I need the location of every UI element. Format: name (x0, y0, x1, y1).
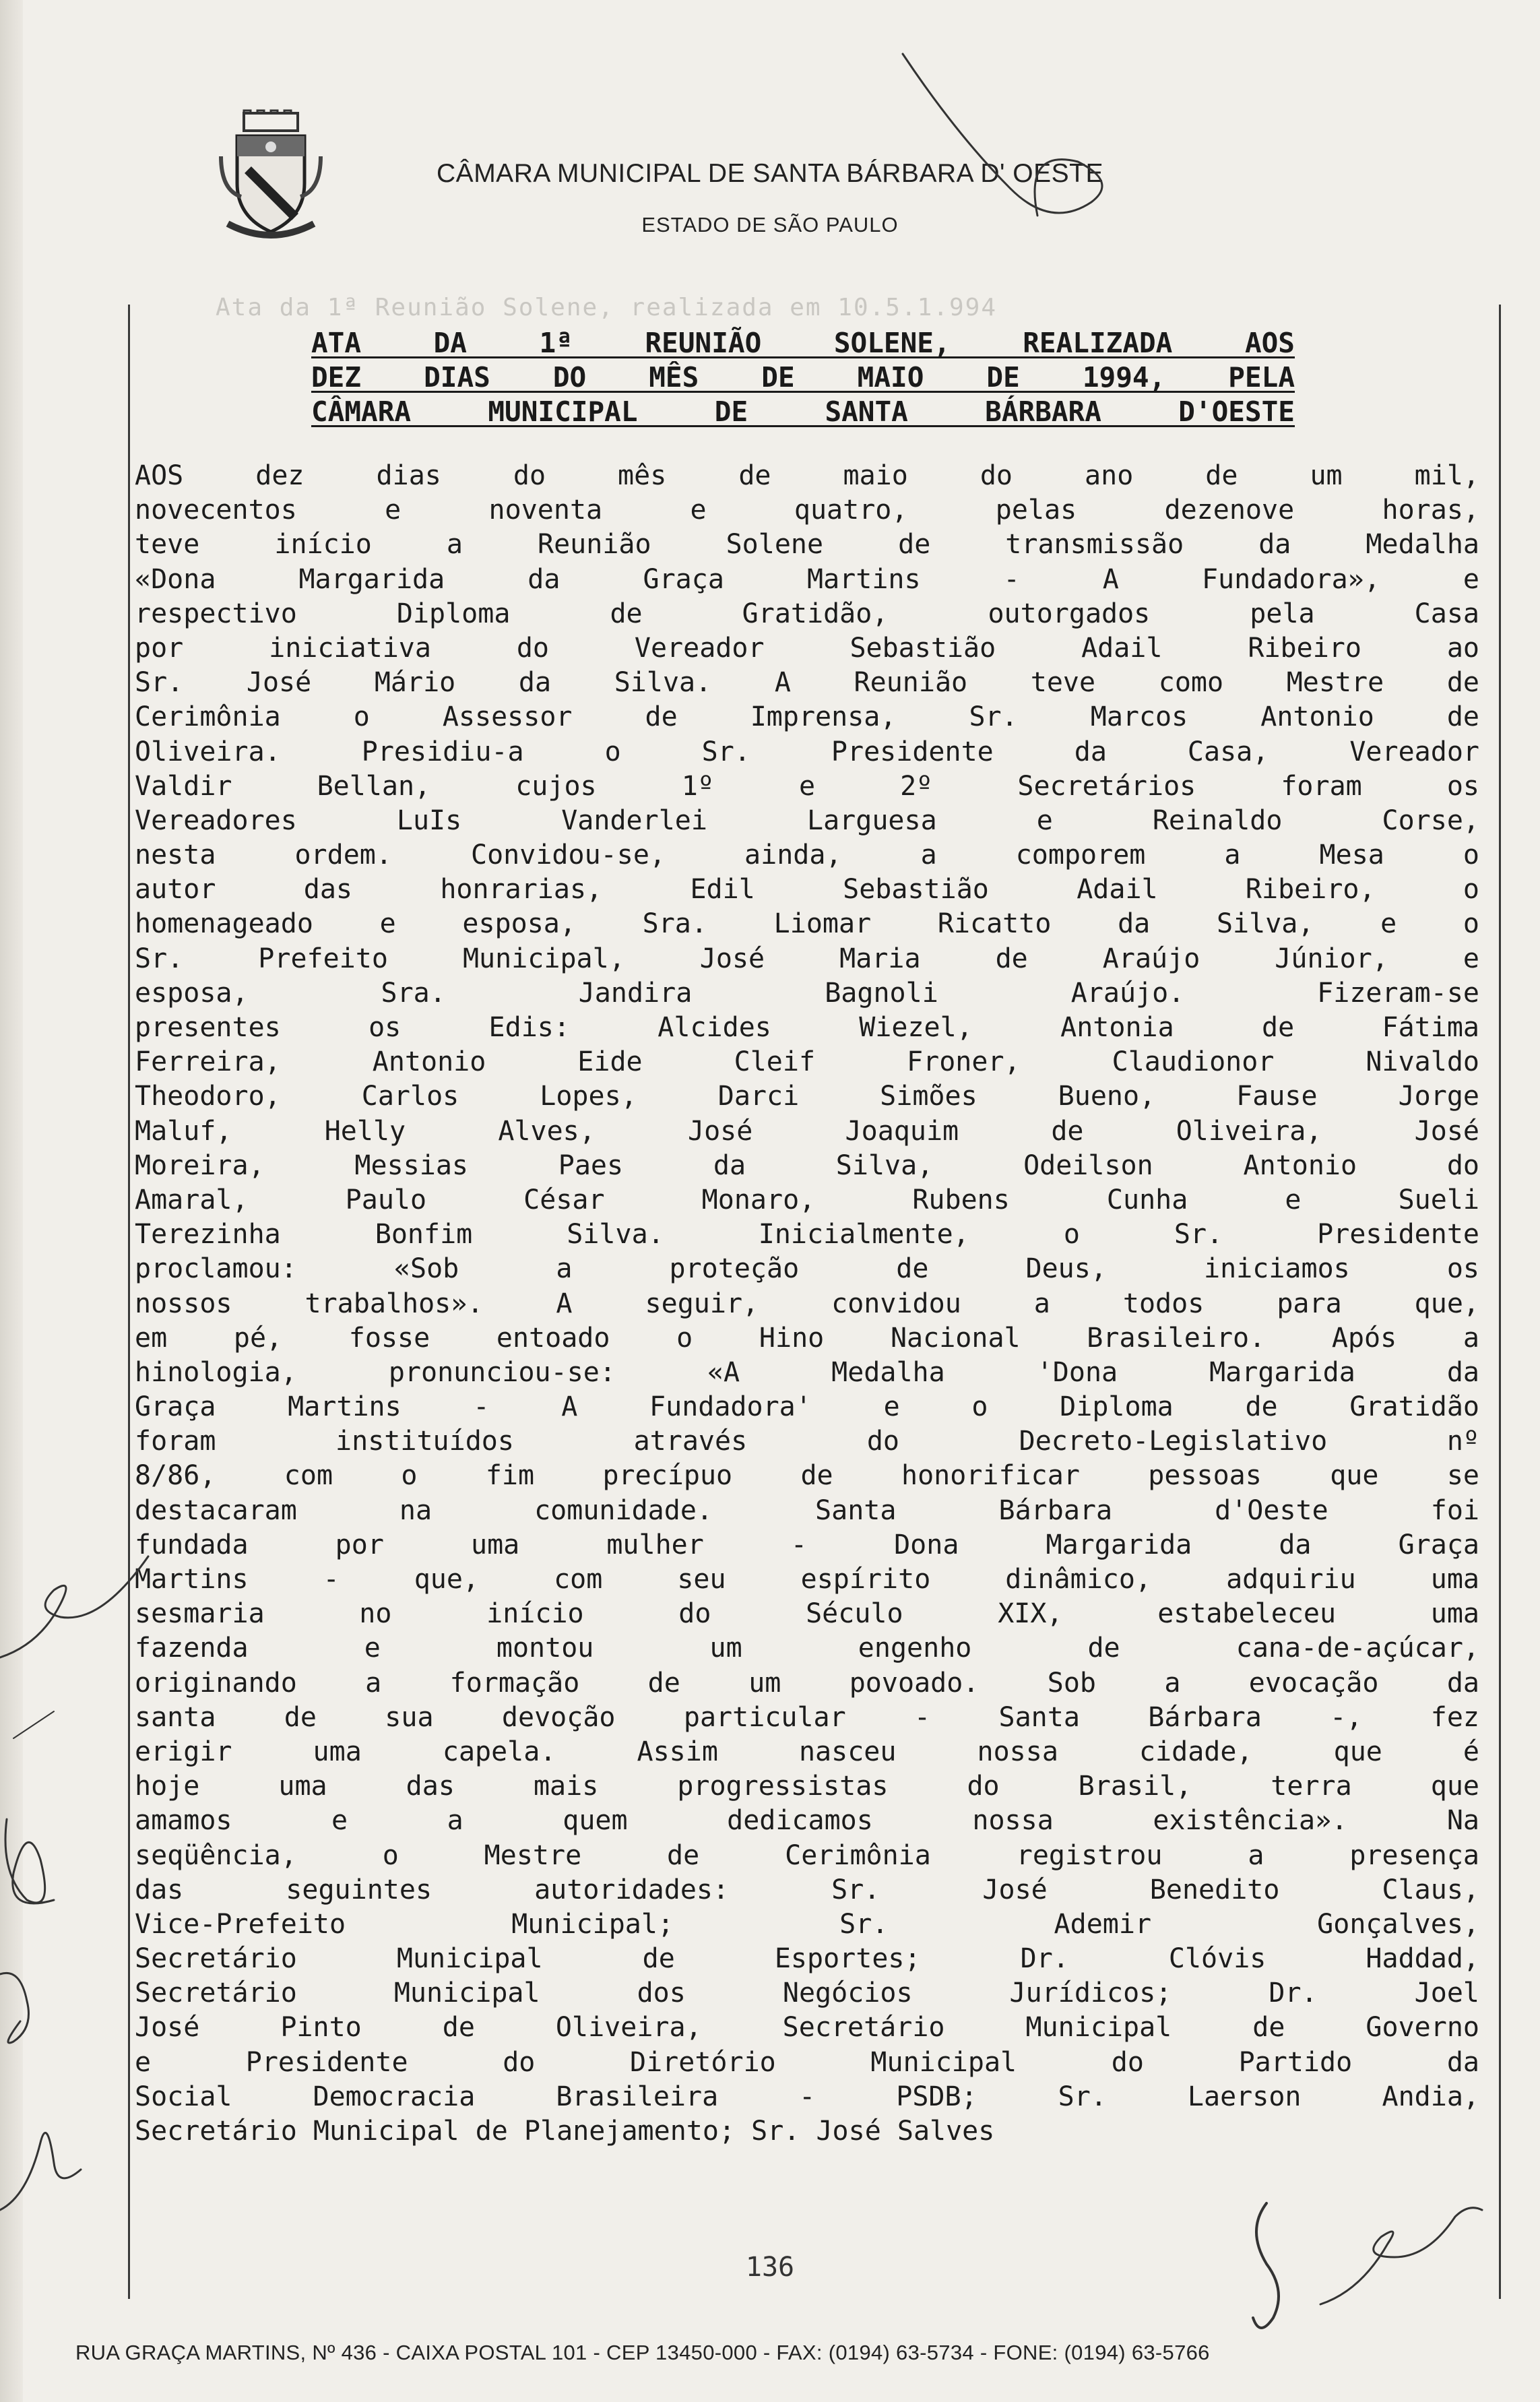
body-text-line: Sr. Prefeito Municipal, José Maria de Araújo Júnior, e (135, 943, 1479, 974)
left-margin-signatures (0, 1536, 162, 2291)
body-text-line: e Presidente do Diretório Municipal do Partido da (135, 2046, 1479, 2078)
body-text-line: hinologia, pronunciou-se: «A Medalha 'Dona Margarida da (135, 1356, 1479, 1388)
body-text-line: novecentos e noventa e quatro, pelas dezenove horas, (135, 495, 1479, 526)
body-text-line: Vereadores LuIs Vanderlei Larguesa e Reinaldo Corse, (135, 804, 1479, 836)
institution-name: CÂMARA MUNICIPAL DE SANTA BÁRBARA D' OESTE (437, 159, 1103, 188)
minute-body (135, 459, 1479, 2149)
body-text-line: foram instituídos através do Decreto-Legislativo nº (135, 1426, 1479, 1457)
body-text-line: proclamou: «Sob a proteção de Deus, iniciamos os (135, 1253, 1479, 1285)
body-text-line: Secretário Municipal dos Negócios Jurídicos; Dr. Joel (135, 1978, 1479, 2009)
minute-text (135, 326, 1479, 2149)
body-text-line: erigir uma capela. Assim nasceu nossa cidade, que é (135, 1736, 1479, 1767)
footer-address: RUA GRAÇA MARTINS, Nº 436 - CAIXA POSTAL 101 - CEP 13450-000 - FAX: (0194) 63-5734 - FONE: (0194) 63-5766 (75, 2341, 1210, 2364)
body-text-line: fundada por uma mulher - Dona Margarida da Graça (135, 1529, 1479, 1560)
body-text-line: AOS dez dias do mês de maio do ano de um mil, (135, 460, 1479, 491)
body-text-line: esposa, Sra. Jandira Bagnoli Araújo. Fizeram-se (135, 977, 1479, 1009)
body-text-line: Graça Martins - A Fundadora' e o Diploma de Gratidão (135, 1391, 1479, 1423)
body-text-line: Maluf, Helly Alves, José Joaquim de Oliveira, José (135, 1115, 1479, 1147)
body-text-line: 8/86, com o fim precípuo de honorificar pessoas que se (135, 1460, 1479, 1492)
body-text-line: das seguintes autoridades: Sr. José Benedito Claus, (135, 1874, 1479, 1905)
minute-title-line: ATA DA 1ª REUNIÃO SOLENE, REALIZADA AOS (311, 327, 1295, 359)
body-text-line: hoje uma das mais progressistas do Brasil, terra que (135, 1771, 1479, 1802)
bottom-right-signature (1233, 2190, 1516, 2351)
body-text-line: santa de sua devoção particular - Santa Bárbara -, fez (135, 1701, 1479, 1733)
body-text-line: Social Democracia Brasileira - PSDB; Sr. Laerson Andia, (135, 2081, 1479, 2112)
bleed-through-signature (876, 27, 1186, 270)
body-text-line: nesta ordem. Convidou-se, ainda, a comporem a Mesa o (135, 840, 1479, 871)
body-text-line: homenageado e esposa, Sra. Liomar Ricatto da Silva, e o (135, 908, 1479, 940)
body-text-line: amamos e a quem dedicamos nossa existência». Na (135, 1805, 1479, 1837)
body-text-line: seqüência, o Mestre de Cerimônia registrou a presença (135, 1839, 1479, 1871)
body-text-line: Oliveira. Presidiu-a o Sr. Presidente da Casa, Vereador (135, 736, 1479, 767)
institution-state: ESTADO DE SÃO PAULO (641, 213, 899, 236)
body-text-line: sesmaria no início do Século XIX, estabeleceu uma (135, 1598, 1479, 1630)
body-text-line: autor das honrarias, Edil Sebastião Adail Ribeiro, o (135, 874, 1479, 906)
minute-title-line: DEZ DIAS DO MÊS DE MAIO DE 1994, PELA (311, 361, 1295, 393)
body-text-line: originando a formação de um povoado. Sob a evocação da (135, 1667, 1479, 1699)
body-text-line: Amaral, Paulo César Monaro, Rubens Cunha e Sueli (135, 1184, 1479, 1215)
body-text-line: José Pinto de Oliveira, Secretário Municipal de Governo (135, 2012, 1479, 2044)
body-text-line: Moreira, Messias Paes da Silva, Odeilson Antonio do (135, 1149, 1479, 1181)
bleed-through-text: Ata da 1ª Reunião Solene, realizada em 10.5.1.994 (216, 294, 998, 321)
body-text-line: Cerimônia o Assessor de Imprensa, Sr. Marcos Antonio de (135, 701, 1479, 733)
body-text-line: destacaram na comunidade. Santa Bárbara d'Oeste foi (135, 1494, 1479, 1526)
body-text-line: respectivo Diploma de Gratidão, outorgados pela Casa (135, 598, 1479, 629)
body-text-line: Martins - que, com seu espírito dinâmico, adquiriu uma (135, 1564, 1479, 1595)
body-text-line: por iniciativa do Vereador Sebastião Adail Ribeiro ao (135, 632, 1479, 664)
body-text-line: Terezinha Bonfim Silva. Inicialmente, o Sr. Presidente (135, 1219, 1479, 1251)
body-text-line: teve início a Reunião Solene de transmissão da Medalha (135, 529, 1479, 561)
body-text-line: presentes os Edis: Alcides Wiezel, Antonia de Fátima (135, 1012, 1479, 1043)
body-text-line: Theodoro, Carlos Lopes, Darci Simões Bueno, Fause Jorge (135, 1081, 1479, 1112)
body-text-line: Vice-Prefeito Municipal; Sr. Ademir Gonçalves, (135, 1908, 1479, 1940)
body-text-line: nossos trabalhos». A seguir, convidou a todos para que, (135, 1288, 1479, 1319)
body-text-line: «Dona Margarida da Graça Martins - A Fundadora», e (135, 563, 1479, 595)
page-number: 136 (745, 2252, 795, 2283)
body-text-line: Valdir Bellan, cujos 1º e 2º Secretários foram os (135, 770, 1479, 802)
body-text-line: em pé, fosse entoado o Hino Nacional Brasileiro. Após a (135, 1322, 1479, 1354)
body-text-line: Sr. José Mário da Silva. A Reunião teve como Mestre de (135, 667, 1479, 699)
body-text-line: Secretário Municipal de Esportes; Dr. Clóvis Haddad, (135, 1943, 1479, 1975)
body-text-line: Ferreira, Antonio Eide Cleif Froner, Claudionor Nivaldo (135, 1046, 1479, 1078)
minute-title-line: CÂMARA MUNICIPAL DE SANTA BÁRBARA D'OESTE (311, 396, 1295, 428)
body-text-line: fazenda e montou um engenho de cana-de-açúcar, (135, 1633, 1479, 1664)
margin-rule-right (1499, 305, 1501, 2299)
body-text-line: Secretário Municipal de Planejamento; Sr. José Salves (135, 2116, 995, 2147)
